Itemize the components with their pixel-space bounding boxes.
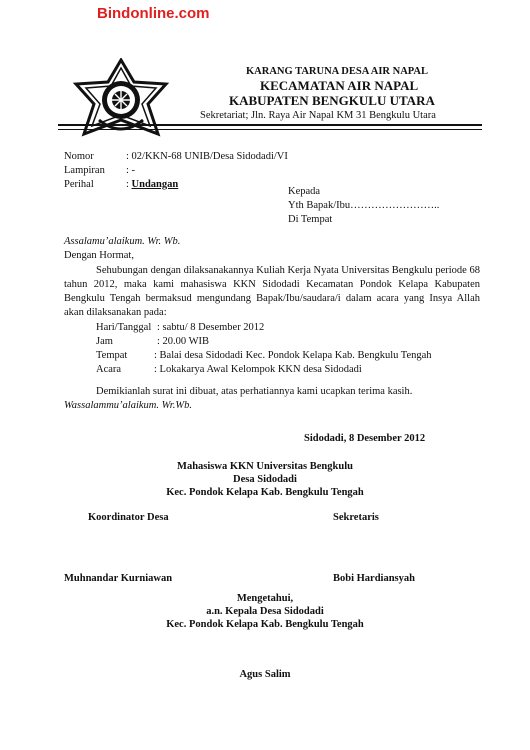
org-name-line3: KABUPATEN BENGKULU UTARA <box>229 93 435 108</box>
recipient-line3: Di Tempat <box>288 214 333 225</box>
detail-value-date: : sabtu/ 8 Desember 2012 <box>157 322 265 333</box>
greeting: Assalamu’alaikum. Wr. Wb. <box>64 236 181 247</box>
role-coordinator: Koordinator Desa <box>88 512 169 523</box>
role-secretary: Sekretaris <box>333 512 379 523</box>
org-address: Sekretariat; Jln. Raya Air Napal KM 31 Bengkulu Utara <box>200 110 436 121</box>
farewell: Wassalammu’alaikum. Wr.Wb. <box>64 400 192 411</box>
detail-value-event: : Lokakarya Awal Kelompok KKN desa Sidodadi <box>154 364 362 375</box>
detail-label-event: Acara <box>96 364 122 375</box>
recipient-line2: Yth Bapak/Ibu…………………….. <box>288 200 440 211</box>
lampiran-label: Lampiran <box>64 165 105 176</box>
ack-line1: Mengetahui, <box>236 593 294 604</box>
detail-label-time: Jam <box>96 336 113 347</box>
body-paragraph: Sehubungan dengan dilaksanakannya Kuliah Kerja Nyata Universitas Bengkulu periode 68 tahun 2012, maka kami mahasiswa KKN Sidodadi Kecamatan Pondok Kelapa Kabupaten Bengkulu Tengah bermaksud mengundang Bapak/Ibu/saudara/i dalam acara yang Insya Allah akan dilaksanakan pada: <box>64 265 480 318</box>
header-divider-thick <box>58 124 482 126</box>
name-coordinator: Muhnandar Kurniawan <box>64 573 173 584</box>
detail-label-date: Hari/Tanggal <box>96 322 152 333</box>
group-line1: Mahasiswa KKN Universitas Bengkulu <box>177 461 353 472</box>
header-divider-thin <box>58 129 482 130</box>
perihal-colon: : <box>126 179 132 190</box>
place-date: Sidodadi, 8 Desember 2012 <box>304 433 426 444</box>
perihal-value: Undangan <box>131 179 179 190</box>
ack-name: Agus Salim <box>239 669 291 680</box>
lampiran-value: : - <box>126 165 136 176</box>
closing-text: Demikianlah surat ini dibuat, atas perhatiannya kami ucapkan terima kasih. <box>96 386 413 397</box>
detail-label-place: Tempat <box>96 350 128 361</box>
group-line2: Desa Sidodadi <box>233 474 297 485</box>
recipient-line1: Kepada <box>288 186 321 197</box>
perihal-label: Perihal <box>64 179 94 190</box>
nomor-label: Nomor <box>64 151 94 162</box>
org-name-line1: KARANG TARUNA DESA AIR NAPAL <box>246 66 429 77</box>
ack-line2: a.n. Kepala Desa Sidodadi <box>206 606 324 617</box>
detail-value-time: : 20.00 WIB <box>157 336 210 347</box>
detail-value-place: : Balai desa Sidodadi Kec. Pondok Kelapa Kab. Bengkulu Tengah <box>154 350 432 361</box>
name-secretary: Bobi Hardiansyah <box>333 573 415 584</box>
watermark: Bindonline.com <box>97 5 210 22</box>
org-name-line2: KECAMATAN AIR NAPAL <box>260 78 419 93</box>
salutation: Dengan Hormat, <box>64 250 134 261</box>
group-line3: Kec. Pondok Kelapa Kab. Bengkulu Tengah <box>166 487 364 498</box>
perihal-field <box>126 179 178 190</box>
nomor-value: : 02/KKN-68 UNIB/Desa Sidodadi/VI <box>126 151 288 162</box>
ack-line3: Kec. Pondok Kelapa Kab. Bengkulu Tengah <box>166 619 364 630</box>
